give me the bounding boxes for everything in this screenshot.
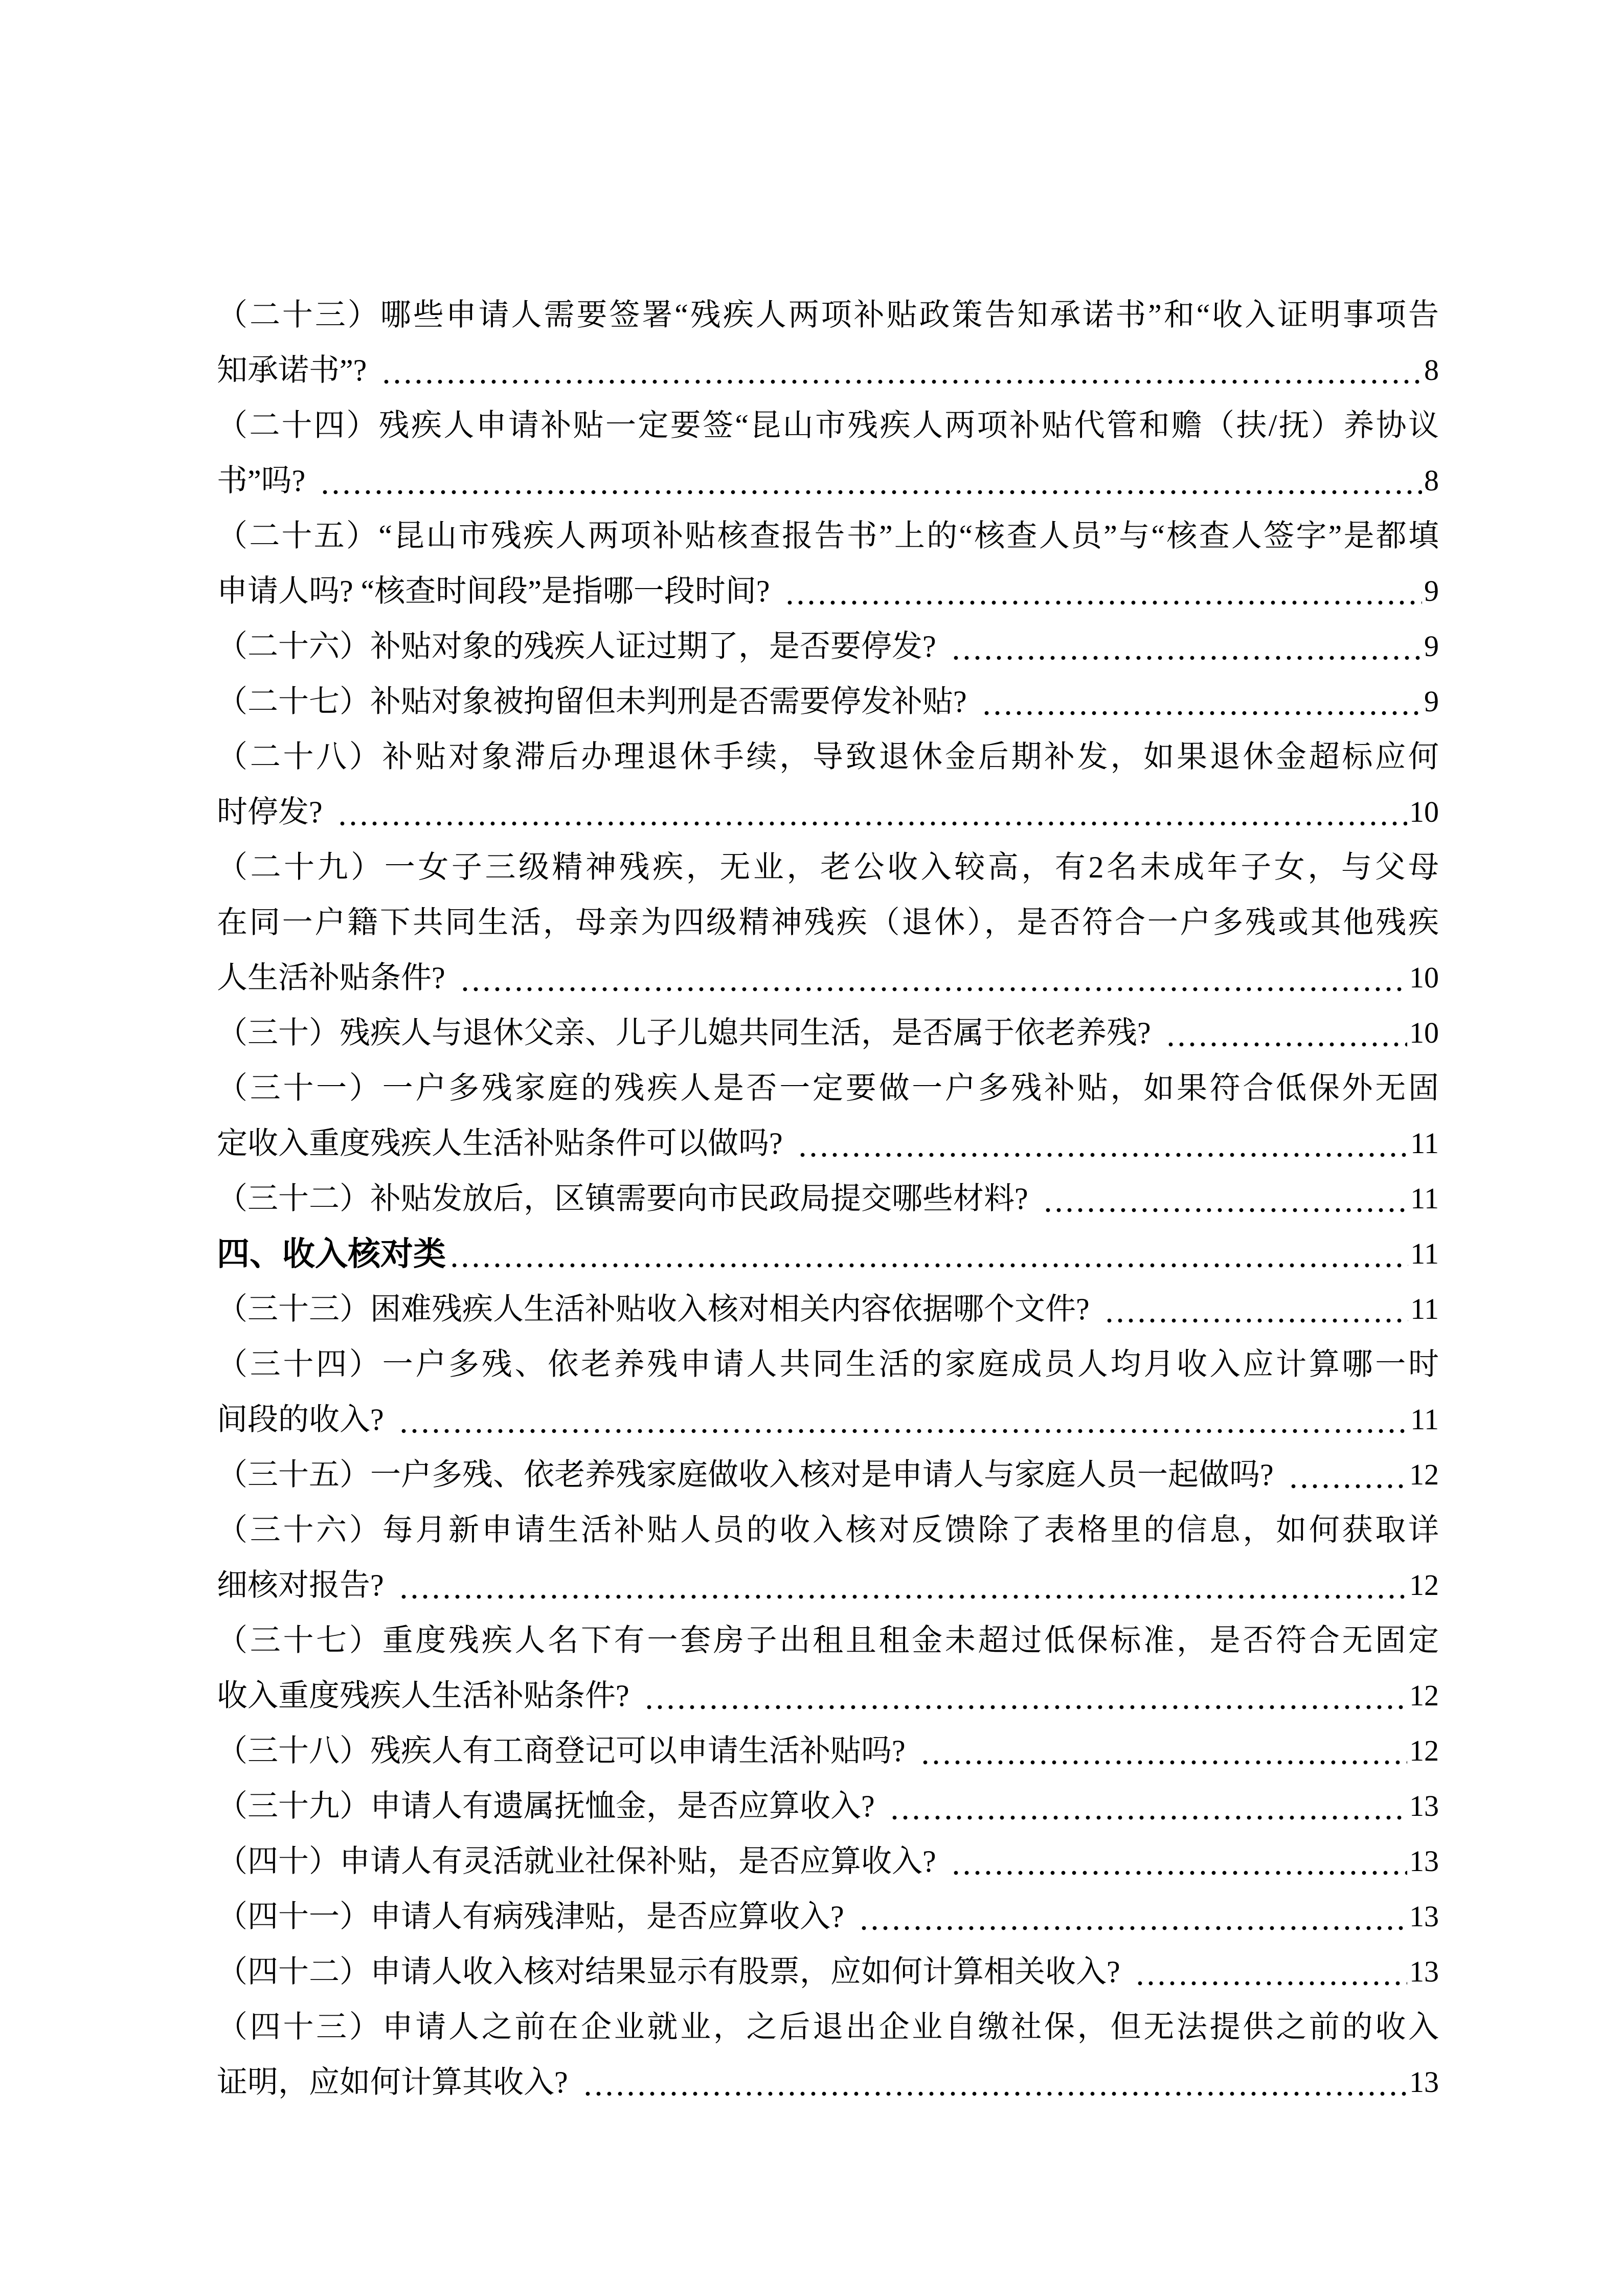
toc-line xyxy=(217,1999,1439,2055)
page-number: 11 xyxy=(1410,1237,1439,1270)
toc-entry-text: 在同一户籍下共同生活，母亲为四级精神残疾（退休），是否符合一户多残或其他残疾 xyxy=(217,906,1439,939)
dot-leader xyxy=(1104,1281,1409,1337)
toc-entry-text: 申请人吗? “核查时间段”是指哪一段时间? xyxy=(217,574,770,608)
toc-line xyxy=(217,508,1439,564)
toc-entry-text: 时停发? xyxy=(217,795,323,829)
page-number: 12 xyxy=(1409,1734,1439,1767)
toc-line xyxy=(217,1392,1439,1447)
toc-line xyxy=(217,2055,1439,2110)
toc-line xyxy=(217,1116,1439,1171)
page-number: 12 xyxy=(1409,1568,1439,1602)
toc-entry xyxy=(217,1944,1439,1999)
toc-entry xyxy=(217,1999,1439,2110)
dot-leader xyxy=(582,2055,1407,2110)
toc-line xyxy=(217,1613,1439,1668)
page-number: 12 xyxy=(1409,1679,1439,1712)
page-number: 12 xyxy=(1409,1458,1439,1491)
page-number: 13 xyxy=(1409,1900,1439,1933)
dot-leader xyxy=(449,1226,1408,1281)
toc-entry-text: （三十二）补贴发放后，区镇需要向市民政局提交哪些材料? xyxy=(217,1182,1028,1215)
toc-entry-text: 证明，应如何计算其收入? xyxy=(217,2065,568,2099)
toc-entry-text: （四十二）申请人收入核对结果显示有股票，应如何计算相关收入? xyxy=(217,1955,1120,1989)
toc-line xyxy=(217,1005,1439,1061)
toc-entry xyxy=(217,619,1439,674)
toc-line xyxy=(217,1061,1439,1116)
toc-entry-text: （二十五）“昆山市残疾人两项补贴核查报告书”上的“核查人员”与“核查人签字”是都填 xyxy=(217,519,1439,553)
dot-leader xyxy=(1288,1447,1407,1502)
page-number: 9 xyxy=(1424,629,1439,663)
toc-entry xyxy=(217,1171,1439,1226)
dot-leader xyxy=(460,950,1407,1005)
toc-line xyxy=(217,619,1439,674)
page-number: 13 xyxy=(1409,2065,1439,2099)
toc-entry-text: 四、收入核对类 xyxy=(217,1235,446,1272)
toc-entry xyxy=(217,674,1439,729)
page-number: 13 xyxy=(1409,1789,1439,1822)
toc-entry-text: （三十）残疾人与退休父亲、儿子儿媳共同生活，是否属于依老养残? xyxy=(217,1016,1151,1050)
dot-leader xyxy=(644,1668,1407,1723)
toc-entry xyxy=(217,1337,1439,1447)
page-number: 11 xyxy=(1410,1127,1439,1160)
toc-entry-text: （三十五）一户多残、依老养残家庭做收入核对是申请人与家庭人员一起做吗? xyxy=(217,1458,1274,1492)
toc-entry-text: （二十三）哪些申请人需要签署“残疾人两项补贴政策告知承诺书”和“收入证明事项告 xyxy=(217,298,1439,332)
toc-entry xyxy=(217,508,1439,619)
page-number: 11 xyxy=(1410,1182,1439,1215)
page-number: 13 xyxy=(1409,1844,1439,1878)
dot-leader xyxy=(1165,1005,1407,1061)
dot-leader xyxy=(398,1392,1409,1447)
toc-line xyxy=(217,287,1439,343)
dot-leader xyxy=(951,1834,1407,1889)
toc-entry-text: （三十四）一户多残、依老养残申请人共同生活的家庭成员人均月收入应计算哪一时 xyxy=(217,1347,1439,1381)
page-number: 9 xyxy=(1424,574,1439,607)
toc-line xyxy=(217,1889,1439,1944)
toc-entry-text: （二十七）补贴对象被拘留但未判刑是否需要停发补贴? xyxy=(217,685,967,718)
toc-entry-text: 书”吗? xyxy=(217,464,306,498)
toc-entry xyxy=(217,1613,1439,1723)
toc-entry-text: （三十六）每月新申请生活补贴人员的收入核对反馈除了表格里的信息，如何获取详 xyxy=(217,1513,1439,1547)
toc-entry xyxy=(217,1005,1439,1061)
toc-entry xyxy=(217,1723,1439,1779)
toc-line xyxy=(217,1447,1439,1502)
toc-line xyxy=(217,1281,1439,1337)
table-of-contents xyxy=(217,287,1439,2110)
toc-section-header xyxy=(217,1226,1439,1281)
page-number: 8 xyxy=(1424,464,1439,497)
toc-entry-text: （三十九）申请人有遗属抚恤金，是否应算收入? xyxy=(217,1789,875,1823)
toc-entry-text: 收入重度残疾人生活补贴条件? xyxy=(217,1679,629,1713)
dot-leader xyxy=(859,1889,1407,1944)
dot-leader xyxy=(889,1779,1407,1834)
toc-line xyxy=(217,1779,1439,1834)
dot-leader xyxy=(337,784,1407,840)
toc-entry xyxy=(217,1447,1439,1502)
page-number: 9 xyxy=(1424,685,1439,718)
toc-line xyxy=(217,1171,1439,1226)
toc-line xyxy=(217,1558,1439,1613)
toc-entry-text: 细核对报告? xyxy=(217,1568,384,1602)
toc-entry-text: 知承诺书”? xyxy=(217,353,367,387)
page-number: 11 xyxy=(1410,1292,1439,1325)
toc-entry-text: 人生活补贴条件? xyxy=(217,961,445,995)
toc-line xyxy=(217,564,1439,619)
toc-entry-text: （二十六）补贴对象的残疾人证过期了，是否要停发? xyxy=(217,629,936,663)
page-number: 8 xyxy=(1424,353,1439,387)
dot-leader xyxy=(784,564,1422,619)
toc-entry-text: （四十三）申请人之前在企业就业，之后退出企业自缴社保，但无法提供之前的收入 xyxy=(217,2010,1439,2044)
toc-entry xyxy=(217,1281,1439,1337)
toc-line xyxy=(217,1944,1439,1999)
toc-entry-text: （四十一）申请人有病残津贴，是否应算收入? xyxy=(217,1900,844,1933)
toc-entry-text: （三十一）一户多残家庭的残疾人是否一定要做一户多残补贴，如果符合低保外无固 xyxy=(217,1071,1439,1105)
toc-line xyxy=(217,1337,1439,1392)
page-number: 11 xyxy=(1410,1403,1439,1436)
toc-line xyxy=(217,1834,1439,1889)
dot-leader xyxy=(920,1723,1407,1779)
toc-entry xyxy=(217,1889,1439,1944)
toc-entry-text: （三十八）残疾人有工商登记可以申请生活补贴吗? xyxy=(217,1734,906,1768)
toc-line xyxy=(217,453,1439,508)
page-number: 10 xyxy=(1409,961,1439,994)
toc-entry xyxy=(217,1061,1439,1171)
dot-leader xyxy=(398,1558,1407,1613)
toc-entry-text: （二十四）残疾人申请补贴一定要签“昆山市残疾人两项补贴代管和赡（扶/抚）养协议 xyxy=(217,409,1439,442)
toc-entry xyxy=(217,729,1439,840)
toc-line xyxy=(217,1723,1439,1779)
page-number: 10 xyxy=(1409,795,1439,828)
toc-line xyxy=(217,784,1439,840)
toc-entry-text: （二十九）一女子三级精神残疾，无业，老公收入较高，有2名未成年子女，与父母 xyxy=(217,850,1439,884)
toc-line xyxy=(217,674,1439,729)
toc-line xyxy=(217,1502,1439,1558)
toc-line xyxy=(217,343,1439,398)
dot-leader xyxy=(1135,1944,1407,1999)
toc-entry xyxy=(217,1502,1439,1613)
toc-entry xyxy=(217,1779,1439,1834)
toc-entry-text: （三十七）重度残疾人名下有一套房子出租且租金未超过低保标准，是否符合无固定 xyxy=(217,1624,1439,1657)
dot-leader xyxy=(320,453,1422,508)
dot-leader xyxy=(951,619,1422,674)
toc-entry-text: 间段的收入? xyxy=(217,1403,384,1436)
toc-entry xyxy=(217,840,1439,1005)
toc-entry-text: （二十八）补贴对象滞后办理退休手续，导致退休金后期补发，如果退休金超标应何 xyxy=(217,740,1439,774)
toc-entry xyxy=(217,1834,1439,1889)
toc-line xyxy=(217,398,1439,453)
toc-entry-text: 定收入重度残疾人生活补贴条件可以做吗? xyxy=(217,1127,783,1160)
toc-line xyxy=(217,1668,1439,1723)
toc-line xyxy=(217,1226,1439,1281)
toc-entry xyxy=(217,287,1439,398)
dot-leader xyxy=(381,343,1422,398)
toc-entry-text: （四十）申请人有灵活就业社保补贴，是否应算收入? xyxy=(217,1844,936,1878)
dot-leader xyxy=(1043,1171,1409,1226)
dot-leader xyxy=(797,1116,1409,1171)
toc-line xyxy=(217,895,1439,950)
dot-leader xyxy=(981,674,1422,729)
toc-line xyxy=(217,950,1439,1005)
toc-line xyxy=(217,729,1439,784)
page-number: 10 xyxy=(1409,1016,1439,1049)
toc-entry xyxy=(217,398,1439,508)
toc-line xyxy=(217,840,1439,895)
toc-entry-text: （三十三）困难残疾人生活补贴收入核对相关内容依据哪个文件? xyxy=(217,1292,1090,1326)
page-number: 13 xyxy=(1409,1955,1439,1988)
